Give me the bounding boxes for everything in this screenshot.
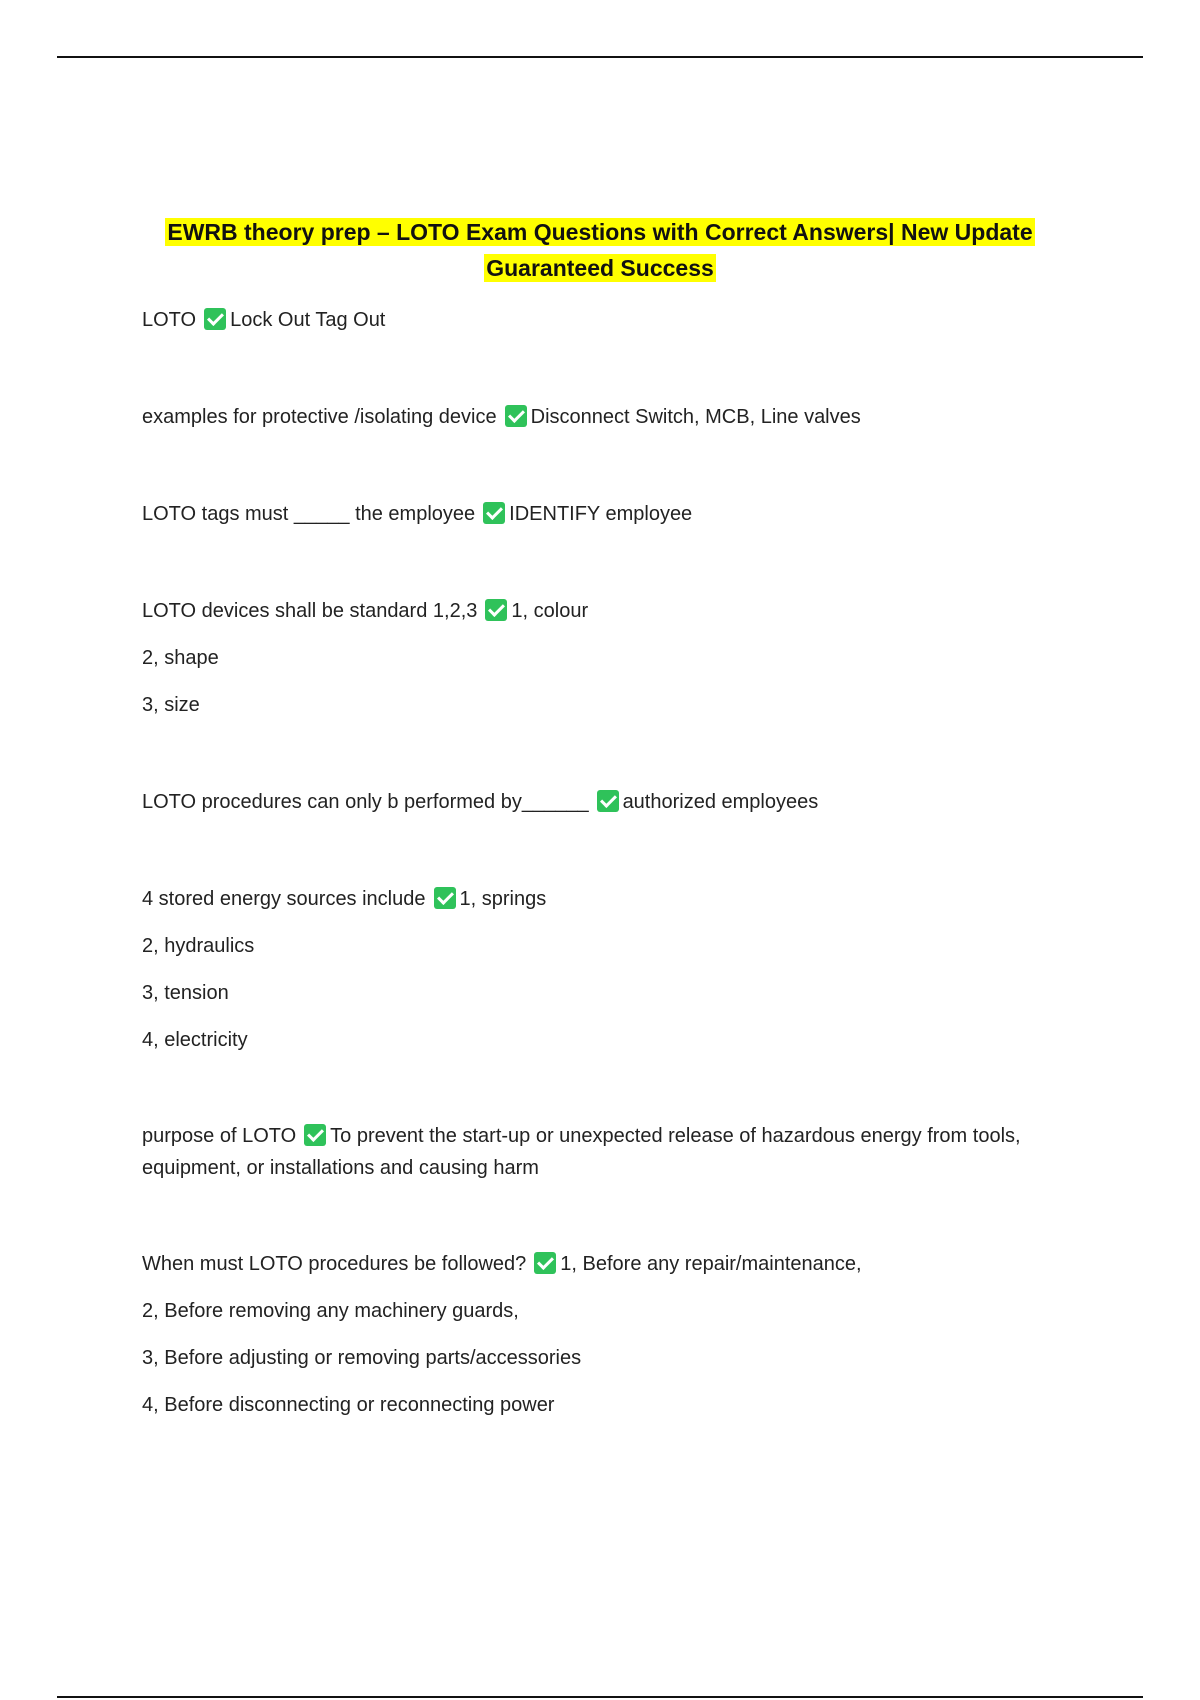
answer-text: 1, colour bbox=[511, 600, 589, 622]
answer-continuation: 3, size bbox=[142, 694, 200, 716]
answer-text: 1, springs bbox=[459, 888, 547, 910]
check-mark-icon bbox=[304, 1124, 326, 1146]
answer-continuation: 4, electricity bbox=[142, 1029, 248, 1051]
footer-rule bbox=[57, 1696, 1143, 1698]
answer-text: Disconnect Switch, MCB, Line valves bbox=[530, 406, 861, 428]
answer-text: Lock Out Tag Out bbox=[230, 309, 386, 331]
question-text: LOTO tags must _____ the employee bbox=[142, 503, 476, 525]
qa-item-5 bbox=[142, 786, 1062, 818]
check-mark-icon bbox=[485, 599, 507, 621]
check-mark-icon bbox=[534, 1252, 556, 1274]
check-mark-icon bbox=[204, 308, 226, 330]
answer-text: To prevent the start-up or unexpected release of hazardous energy from tools, equipment, or installations and causing harm bbox=[142, 1125, 1021, 1179]
qa-item-2 bbox=[142, 401, 1062, 433]
answer-text: IDENTIFY employee bbox=[509, 503, 693, 525]
answer-continuation: 3, Before adjusting or removing parts/accessories bbox=[142, 1347, 582, 1369]
answer-continuation: 2, hydraulics bbox=[142, 935, 255, 957]
answer-text: 1, Before any repair/maintenance, bbox=[560, 1253, 862, 1275]
qa-item-7 bbox=[142, 1120, 1062, 1184]
qa-item-8 bbox=[142, 1248, 1062, 1280]
answer-continuation: 2, shape bbox=[142, 647, 219, 669]
document-title bbox=[100, 214, 1100, 286]
question-text: purpose of LOTO bbox=[142, 1125, 297, 1147]
question-text: LOTO procedures can only b performed by______ bbox=[142, 791, 589, 813]
qa-item-6 bbox=[142, 883, 1062, 915]
title-line-1: EWRB theory prep – LOTO Exam Questions with Correct Answers| New Update bbox=[167, 219, 1033, 245]
qa-item-3 bbox=[142, 498, 1062, 530]
check-mark-icon bbox=[597, 790, 619, 812]
check-mark-icon bbox=[483, 502, 505, 524]
qa-item-4 bbox=[142, 595, 1062, 627]
question-text: 4 stored energy sources include bbox=[142, 888, 426, 910]
answer-text: authorized employees bbox=[622, 791, 819, 813]
qa-item-1 bbox=[142, 304, 1062, 336]
answer-continuation: 2, Before removing any machinery guards, bbox=[142, 1300, 519, 1322]
header-rule bbox=[57, 56, 1143, 58]
question-text: LOTO devices shall be standard 1,2,3 bbox=[142, 600, 478, 622]
title-line-2: Guaranteed Success bbox=[486, 255, 714, 281]
check-mark-icon bbox=[434, 887, 456, 909]
question-text: examples for protective /isolating device bbox=[142, 406, 497, 428]
check-mark-icon bbox=[505, 405, 527, 427]
answer-continuation: 3, tension bbox=[142, 982, 229, 1004]
question-text: LOTO bbox=[142, 309, 197, 331]
question-text: When must LOTO procedures be followed? bbox=[142, 1253, 527, 1275]
answer-continuation: 4, Before disconnecting or reconnecting power bbox=[142, 1394, 555, 1416]
